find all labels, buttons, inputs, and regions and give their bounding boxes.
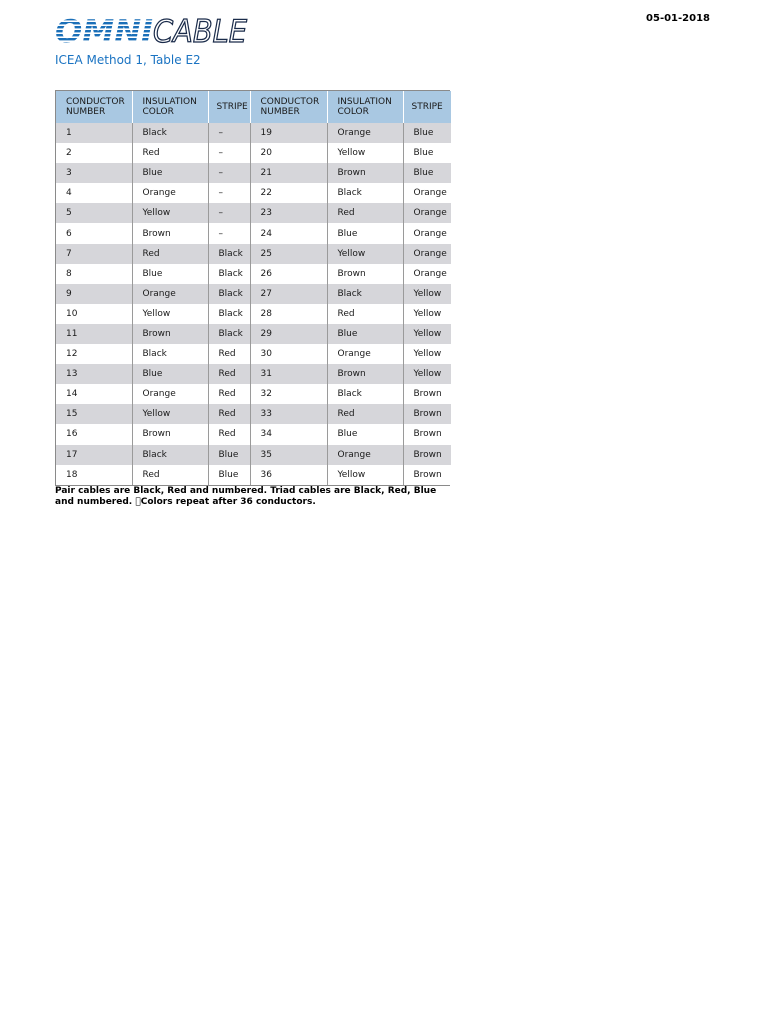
table-cell: 26 (250, 264, 327, 284)
table-cell: Red (208, 424, 250, 444)
table-cell: Black (132, 123, 208, 143)
table-cell: Blue (327, 223, 403, 243)
svg-text:OMNI: OMNI (55, 14, 153, 46)
table-cell: Orange (132, 284, 208, 304)
footnote: Pair cables are Black, Red and numbered. Triad cables are Black, Red, Blue and numbered. Colors repeat after 36 conductors. (55, 486, 437, 507)
table-cell: Orange (132, 183, 208, 203)
table-cell: – (208, 223, 250, 243)
table-cell: Red (327, 304, 403, 324)
table-cell: 1 (56, 123, 132, 143)
table-cell: Red (208, 384, 250, 404)
table-row (56, 264, 451, 284)
table-cell: Yellow (403, 304, 451, 324)
table-cell: Brown (403, 384, 451, 404)
table-cell: Blue (403, 123, 451, 143)
table-cell: 9 (56, 284, 132, 304)
table-cell: 20 (250, 143, 327, 163)
table-cell: 18 (56, 465, 132, 485)
table-cell: Blue (327, 424, 403, 444)
table-cell: 5 (56, 203, 132, 223)
table-cell: Red (327, 404, 403, 424)
table-row (56, 304, 451, 324)
table-cell: Orange (403, 203, 451, 223)
table-row (56, 284, 451, 304)
table-cell: Yellow (403, 344, 451, 364)
column-header: CONDUCTOR NUMBER (250, 91, 327, 123)
table-cell: Blue (403, 163, 451, 183)
table-row (56, 424, 451, 444)
table-cell: Black (132, 445, 208, 465)
table-row (56, 445, 451, 465)
table-cell: 7 (56, 244, 132, 264)
table-cell: Black (208, 304, 250, 324)
table-cell: – (208, 143, 250, 163)
table-cell: Blue (208, 445, 250, 465)
table-cell: Brown (403, 404, 451, 424)
table-cell: – (208, 163, 250, 183)
table-cell: Yellow (403, 284, 451, 304)
table-cell: Brown (327, 364, 403, 384)
table-row (56, 183, 451, 203)
table-cell: Yellow (327, 244, 403, 264)
table-row (56, 223, 451, 243)
table-cell: 6 (56, 223, 132, 243)
table-cell: Brown (327, 163, 403, 183)
table-row (56, 384, 451, 404)
table-cell: Orange (403, 264, 451, 284)
table-cell: Orange (327, 123, 403, 143)
table-row (56, 364, 451, 384)
table-cell: 34 (250, 424, 327, 444)
table-cell: 21 (250, 163, 327, 183)
table-cell: Orange (403, 244, 451, 264)
table-cell: 36 (250, 465, 327, 485)
omnicable-logo (55, 14, 248, 46)
table-cell: 24 (250, 223, 327, 243)
table-cell: 11 (56, 324, 132, 344)
color-code-table (55, 90, 450, 486)
table-cell: Black (327, 183, 403, 203)
column-header: CONDUCTOR NUMBER (56, 91, 132, 123)
table-cell: Blue (132, 364, 208, 384)
table-cell: Blue (132, 163, 208, 183)
table-cell: Orange (327, 445, 403, 465)
table-cell: 4 (56, 183, 132, 203)
table-header-row (56, 91, 451, 123)
table-cell: Red (132, 143, 208, 163)
table-cell: Black (208, 284, 250, 304)
table-cell: Brown (403, 445, 451, 465)
table-cell: Brown (327, 264, 403, 284)
table-cell: 23 (250, 203, 327, 223)
table-cell: Yellow (403, 324, 451, 344)
table-cell: 35 (250, 445, 327, 465)
table-cell: Yellow (327, 143, 403, 163)
table-cell: Red (327, 203, 403, 223)
column-header: STRIPE (208, 91, 250, 123)
table-cell: Red (208, 404, 250, 424)
table-cell: Blue (132, 264, 208, 284)
table-cell: Black (208, 264, 250, 284)
table-cell: Yellow (132, 304, 208, 324)
table-cell: 16 (56, 424, 132, 444)
table-cell: 27 (250, 284, 327, 304)
table-cell: 31 (250, 364, 327, 384)
table-cell: Yellow (132, 404, 208, 424)
table-cell: – (208, 203, 250, 223)
table-row (56, 344, 451, 364)
table-cell: Blue (403, 143, 451, 163)
table-cell: – (208, 183, 250, 203)
table-row (56, 123, 451, 143)
date-label: 05-01-2018 (646, 13, 710, 24)
table-cell: 28 (250, 304, 327, 324)
table-cell: Black (208, 244, 250, 264)
table-cell: 32 (250, 384, 327, 404)
table-cell: 13 (56, 364, 132, 384)
column-header: STRIPE (403, 91, 451, 123)
table-cell: Brown (403, 465, 451, 485)
table-cell: 14 (56, 384, 132, 404)
table-row (56, 404, 451, 424)
table-cell: 30 (250, 344, 327, 364)
table-cell: Brown (132, 223, 208, 243)
table-cell: 15 (56, 404, 132, 424)
table-cell: Brown (132, 324, 208, 344)
table-cell: Yellow (327, 465, 403, 485)
table-cell: Yellow (132, 203, 208, 223)
table-row (56, 143, 451, 163)
table-cell: 2 (56, 143, 132, 163)
table-cell: 12 (56, 344, 132, 364)
column-header: INSULATION COLOR (132, 91, 208, 123)
table-cell: Orange (132, 384, 208, 404)
table-cell: Black (132, 344, 208, 364)
table-cell: Orange (327, 344, 403, 364)
table-cell: Orange (403, 223, 451, 243)
table-cell: Red (132, 244, 208, 264)
table-cell: Blue (327, 324, 403, 344)
table-cell: 22 (250, 183, 327, 203)
table-cell: 25 (250, 244, 327, 264)
table-row (56, 465, 451, 485)
table-cell: Black (208, 324, 250, 344)
table-cell: 3 (56, 163, 132, 183)
table-cell: Blue (208, 465, 250, 485)
table-cell: Red (132, 465, 208, 485)
table-cell: 19 (250, 123, 327, 143)
table-cell: Black (327, 384, 403, 404)
table-cell: Yellow (403, 364, 451, 384)
table-cell: 8 (56, 264, 132, 284)
table-row (56, 324, 451, 344)
table-row (56, 244, 451, 264)
table-row (56, 163, 451, 183)
table-cell: Orange (403, 183, 451, 203)
svg-text:CABLE: CABLE (153, 14, 248, 46)
table-row (56, 203, 451, 223)
table-cell: 10 (56, 304, 132, 324)
table-title: ICEA Method 1, Table E2 (55, 53, 201, 67)
table-cell: – (208, 123, 250, 143)
table-cell: 33 (250, 404, 327, 424)
table-cell: Brown (132, 424, 208, 444)
table-cell: Black (327, 284, 403, 304)
table-cell: Red (208, 344, 250, 364)
table-cell: 17 (56, 445, 132, 465)
table-cell: 29 (250, 324, 327, 344)
column-header: INSULATION COLOR (327, 91, 403, 123)
table-cell: Brown (403, 424, 451, 444)
table-cell: Red (208, 364, 250, 384)
